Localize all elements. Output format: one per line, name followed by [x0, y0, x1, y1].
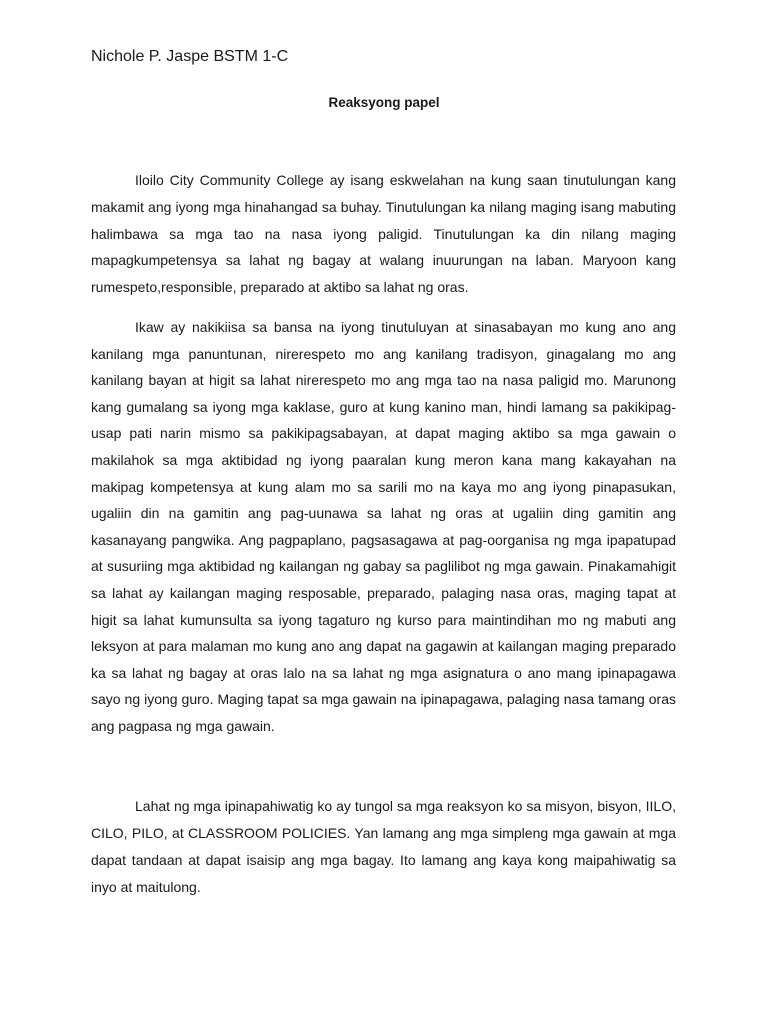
- author-line: Nichole P. Jaspe BSTM 1-C: [91, 48, 289, 65]
- paragraph-1: Iloilo City Community College ay isang eskwelahan na kung saan tinutulungan kang makamit ang iyong mga hinahangad sa buhay. Tinutulungan ka nilang maging isang mabuting halimbawa sa mga tao na nasa iyong paligid. Tinutulungan ka din nilang maging mapagkumpetensya sa lahat ng bagay at walang inuurungan na laban. Maryoon kang rumespeto,responsible, preparado at aktibo sa lahat ng oras.: [91, 172, 676, 296]
- paragraph-2: Ikaw ay nakikiisa sa bansa na iyong tinutuluyan at sinasabayan mo kung ano ang kanilang mga panuntunan, nirerespeto mo ang kanilang tradisyon, ginagalang mo ang kanilang bayan at higit sa lahat nirerespeto mo ang mga tao na nasa paligid mo. Marunong kang gumalang sa iyong mga kaklase, guro at kung kanino man, hindi lamang sa pakikipag-usap pati narin mismo sa pakikipagsabayan, at dapat maging aktibo sa mga gawain o makilahok sa mga aktibidad ng iyong paaralan kung meron kana mang kakayahan na makipag kompetensya at kung alam mo sa sarili mo na kaya mo ang iyong pinapasukan, ugaliin din na gamitin ang pag-uunawa sa lahat ng oras at ugaliin ding gamitin ang kasanayang pangwika. Ang pagpaplano, pagsasagawa at pag-oorganisa ng mga ipapatupad at susuriing mga aktibidad ng kailangan ng gabay sa paglilibot ng mga gawain. Pinakamahigit sa lahat ay kailangan maging resposable, preparado, palaging nasa oras, maging tapat at higit sa lahat kumunsulta sa iyong tagaturo ng kurso para maintindihan mo ng mabuti ang leksyon at para malaman mo kung ano ang dapat na gagawin at kailangan maging preparado ka sa lahat ng bagay at oras lalo na sa lahat ng mga asignatura o ano mang ipinapagawa sayo ng iyong guro. Maging tapat sa mga gawain na ipinapagawa, palaging nasa tamang oras ang pagpasa ng mga gawain.: [91, 319, 676, 734]
- paragraph-3: Lahat ng mga ipinapahiwatig ko ay tungol sa mga reaksyon ko sa misyon, bisyon, IILO, CILO, PILO, at CLASSROOM POLICIES. Yan lamang ang mga simpleng mga gawain at mga dapat tandaan at dapat isaisip ang mga bagay. Ito lamang ang kaya kong maipahiwatig sa inyo at maitulong.: [91, 798, 676, 895]
- page-title: Reaksyong papel: [328, 95, 440, 110]
